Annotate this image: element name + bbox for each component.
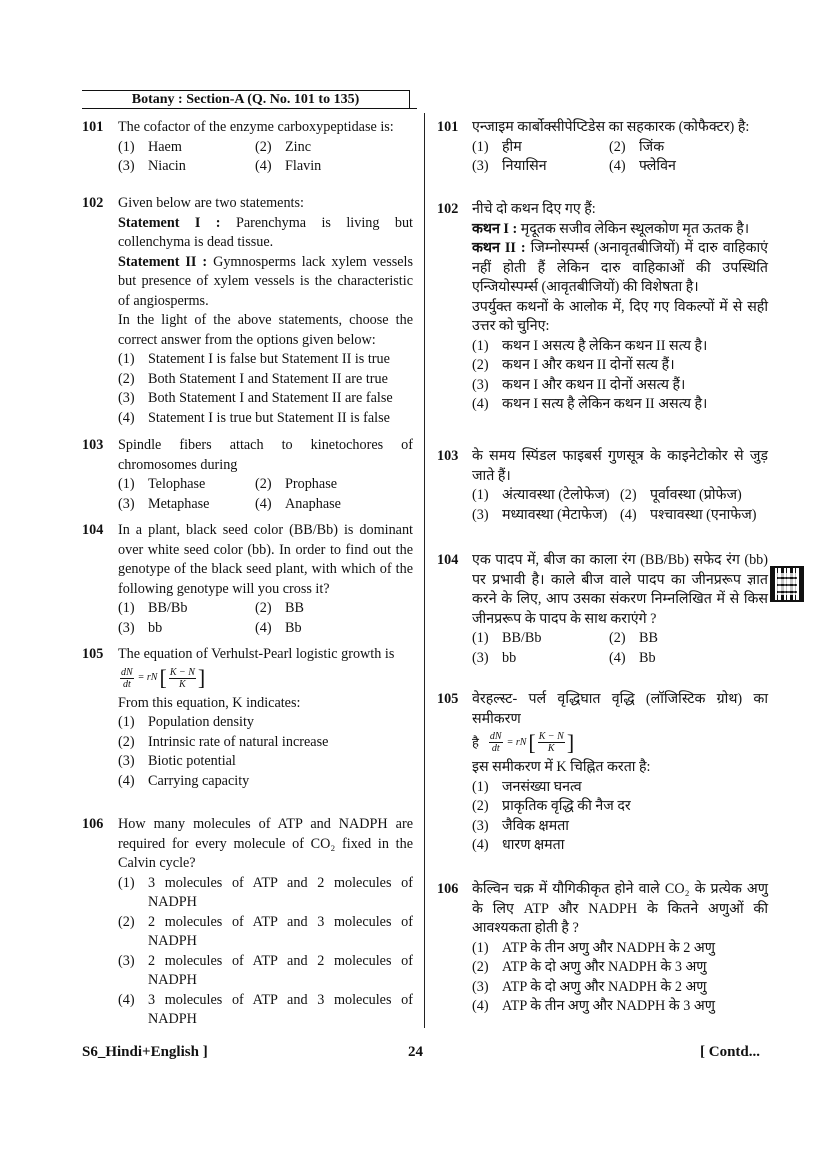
answer-option-3[interactable]	[118, 495, 255, 515]
answer-option-3[interactable]	[118, 619, 255, 639]
question-body	[118, 521, 413, 638]
option-text: Population density	[148, 714, 255, 730]
option-number: (3)	[118, 158, 135, 174]
question-number: 105	[82, 646, 104, 662]
answer-option-3[interactable]	[118, 157, 255, 177]
instruction-text: In the light of the above statements, choose the correct answer from the options given below:	[118, 312, 413, 348]
question-number: 106	[82, 816, 104, 832]
equation-rn: = rN	[137, 672, 158, 684]
option-text: Statement I is true but Statement II is false	[148, 409, 390, 426]
equation-left-bracket: [	[159, 665, 167, 690]
section-header-underline	[410, 108, 417, 109]
option-number: (2)	[255, 138, 272, 155]
question-stem: के समय स्पिंडल फाइबर्स गुणसूत्र के काइनेटोकोर से जुड़ जाते हैं।	[472, 448, 768, 484]
answer-option-4[interactable]	[118, 991, 413, 1030]
equation-dt: dt	[491, 743, 500, 754]
equation-k-minus-n: K − N	[169, 666, 195, 678]
answer-option-1[interactable]	[118, 599, 255, 619]
answer-option-1[interactable]	[118, 874, 413, 913]
option-text: Telophase	[148, 476, 206, 492]
option-text: ATP के दो अणु और NADPH के 2 अणु	[502, 978, 707, 995]
answer-option-2[interactable]	[255, 475, 413, 495]
answer-option-2[interactable]	[255, 599, 413, 619]
option-number: (2)	[118, 913, 135, 930]
answer-option-2[interactable]	[118, 913, 413, 952]
option-number: (1)	[472, 487, 489, 503]
option-number: (2)	[609, 630, 626, 646]
option-number: (4)	[472, 837, 489, 853]
question-body	[118, 436, 413, 514]
answer-option-4[interactable]	[472, 395, 768, 415]
option-number: (2)	[472, 798, 489, 814]
question-number: 104	[82, 522, 104, 538]
option-number: (1)	[118, 476, 135, 492]
option-text: Biotic potential	[148, 753, 236, 769]
question-body	[118, 194, 413, 428]
equation-dn: dN	[489, 731, 502, 742]
option-text: Zinc	[285, 138, 311, 155]
answer-options	[118, 874, 413, 1030]
answer-option-1[interactable]	[472, 337, 768, 357]
equation-fraction	[169, 667, 196, 690]
option-text: bb	[502, 649, 517, 666]
option-text: Niacin	[148, 158, 186, 174]
answer-option-3[interactable]	[472, 376, 768, 396]
option-text: कथन I सत्य है लेकिन कथन II असत्य है।	[502, 396, 708, 412]
option-text: Intrinsic rate of natural increase	[148, 733, 329, 750]
option-text: कथन I असत्य है लेकिन कथन II सत्य है।	[502, 337, 708, 354]
answer-option-3[interactable]	[118, 389, 413, 409]
answer-option-4[interactable]	[609, 157, 768, 177]
option-number: (3)	[118, 495, 135, 512]
question-stem: The cofactor of the enzyme carboxypeptidase is:	[118, 119, 394, 135]
equation-left-bracket: [	[528, 729, 536, 755]
answer-option-1[interactable]	[118, 475, 255, 495]
option-text: Metaphase	[148, 495, 210, 512]
option-text: BB/Bb	[502, 630, 542, 646]
question-body	[472, 551, 768, 668]
option-number: (1)	[118, 138, 135, 155]
option-text: पूर्वावस्था (प्रोफेज)	[650, 487, 742, 503]
answer-option-2[interactable]	[609, 138, 768, 158]
statement-1	[472, 220, 768, 240]
question-stem: एन्जाइम कार्बोक्सीपेप्टिडेस का सहकारक (कोफैक्टर) है:	[472, 119, 750, 135]
option-number: (2)	[620, 487, 637, 503]
question-number: 103	[437, 448, 459, 464]
option-number: (4)	[609, 649, 626, 666]
answer-option-2[interactable]	[118, 370, 413, 390]
answer-options	[472, 486, 768, 525]
instruction-text: उपर्युक्त कथनों के आलोक में, दिए गए विकल्पों में से सही उत्तर को चुनिए:	[472, 298, 768, 334]
statement-2	[118, 253, 413, 312]
section-header: Botany : Section-A (Q. No. 101 to 135)	[82, 90, 410, 109]
option-number: (4)	[118, 409, 135, 426]
option-number: (3)	[118, 390, 135, 406]
question-body	[472, 690, 768, 856]
option-number: (3)	[472, 649, 489, 666]
answer-option-2[interactable]	[609, 629, 768, 649]
option-text: धारण क्षमता	[502, 837, 565, 853]
question-stem: Given below are two statements:	[118, 195, 304, 211]
option-text: नियासिन	[502, 158, 547, 174]
question-number: 102	[82, 195, 104, 211]
option-text: कथन I और कथन II दोनों असत्य हैं।	[502, 376, 686, 393]
question-number: 105	[437, 691, 459, 707]
option-number: (4)	[472, 396, 489, 412]
answer-option-2[interactable]	[472, 797, 768, 817]
answer-options	[472, 939, 768, 1017]
option-number: (1)	[472, 138, 489, 155]
question-number: 101	[82, 119, 104, 135]
question-stem: How many molecules of ATP and NADPH are required for every molecule of CO₂ fixed in the Calvin cycle?	[118, 816, 413, 871]
option-number: (1)	[472, 337, 489, 354]
option-number: (1)	[118, 351, 135, 367]
option-text: bb	[148, 619, 163, 636]
option-number: (1)	[118, 714, 135, 730]
option-number: (2)	[255, 476, 272, 492]
option-number: (3)	[472, 376, 489, 393]
statement-2-label: कथन II :	[472, 240, 526, 256]
option-text: कथन I और कथन II दोनों सत्य हैं।	[502, 357, 675, 373]
footer-paper-code: S6_Hindi+English ]	[82, 1044, 208, 1060]
answer-options	[118, 350, 413, 428]
question-body	[472, 118, 768, 177]
qr-code-icon	[770, 566, 804, 602]
answer-options	[472, 778, 768, 856]
option-text: अंत्यावस्था (टेलोफेज)	[502, 487, 610, 503]
equation-derivative	[120, 667, 134, 690]
answer-options	[118, 713, 413, 791]
question-stem: केल्विन चक्र में यौगिकीकृत होने वाले CO₂ के प्रत्येक अणु के लिए ATP और NADPH के कितने अणुओं की आवश्यकता होती है ?	[472, 881, 768, 936]
option-number: (4)	[620, 506, 637, 523]
option-text: BB	[639, 630, 658, 646]
equation-followup: From this equation, K indicates:	[118, 694, 301, 711]
answer-option-2[interactable]	[255, 138, 413, 158]
option-text: फ्लेविन	[639, 158, 676, 174]
question-stem: नीचे दो कथन दिए गए हैं:	[472, 201, 596, 217]
question-body	[472, 880, 768, 1017]
option-text: BB	[285, 600, 304, 616]
option-number: (1)	[118, 874, 135, 891]
option-number: (1)	[472, 630, 489, 646]
option-text: जिंक	[639, 138, 665, 155]
answer-option-3[interactable]	[472, 506, 620, 526]
answer-option-2[interactable]	[472, 356, 768, 376]
option-number: (4)	[118, 991, 135, 1008]
footer-page-number: 24	[408, 1044, 423, 1060]
option-number: (2)	[472, 959, 489, 975]
logistic-equation	[472, 731, 768, 754]
answer-option-1[interactable]	[472, 486, 620, 506]
option-number: (3)	[118, 753, 135, 769]
answer-option-4[interactable]	[620, 506, 768, 526]
answer-option-1[interactable]	[118, 138, 255, 158]
answer-option-1[interactable]	[118, 713, 413, 733]
equation-followup: इस समीकरण में K चिह्नित करता है:	[472, 759, 651, 775]
question-body	[472, 447, 768, 525]
option-text: 3 molecules of ATP and 3 molecules of NADPH	[148, 991, 413, 1027]
option-number: (4)	[255, 158, 272, 174]
question-stem: एक पादप में, बीज का काला रंग (BB/Bb) सफेद रंग (bb) पर प्रभावी है। काले बीज वाले पादप का जीनप्ररूप ज्ञात करने के लिए, आप उसका संकरण निम्नलिखित में से किस जीनप्ररूप के पादप के साथ कराएंगे ?	[472, 552, 768, 627]
question-body	[472, 200, 768, 415]
statement-2-text: जिम्नोस्पर्म्स (अनावृतबीजियों) में दारु वाहिकाएं नहीं होती हैं लेकिन दारु वाहिकाओं की उपस्थिति एन्जियोस्पर्म्स (आवृतबीजियों) की विशेषता है।	[472, 240, 769, 295]
answer-option-3[interactable]	[118, 952, 413, 991]
equation-k-minus-n: K − N	[538, 731, 564, 742]
option-text: Both Statement I and Statement II are true	[148, 370, 388, 387]
option-text: ATP के तीन अणु और NADPH के 3 अणु	[502, 998, 715, 1014]
footer-continued: [ Contd...	[700, 1044, 761, 1060]
statement-1-label: Statement I :	[118, 214, 221, 231]
answer-option-4[interactable]	[255, 619, 413, 639]
statement-1-text: मृदूतक सजीव लेकिन स्थूलकोण मृत ऊतक है।	[520, 220, 750, 237]
question-body	[118, 118, 413, 177]
option-text: Prophase	[285, 476, 338, 492]
answer-option-2[interactable]	[118, 733, 413, 753]
answer-option-1[interactable]	[118, 350, 413, 370]
option-number: (2)	[118, 370, 135, 387]
answer-option-4[interactable]	[118, 409, 413, 429]
answer-option-3[interactable]	[472, 649, 609, 669]
option-text: प्राकृतिक वृद्धि की नैज दर	[502, 798, 631, 814]
equation-derivative	[489, 731, 503, 754]
option-text: जनसंख्या घनत्व	[502, 778, 582, 795]
answer-option-4[interactable]	[609, 649, 768, 669]
answer-option-4[interactable]	[118, 772, 413, 792]
logistic-equation	[118, 667, 413, 690]
option-text: BB/Bb	[148, 600, 188, 616]
answer-options	[472, 138, 768, 177]
statement-1-text: Parenchyma is living but collenchyma is dead tissue.	[118, 214, 413, 250]
option-number: (1)	[472, 778, 489, 795]
answer-options	[118, 599, 413, 638]
question-number: 101	[437, 119, 459, 135]
question-stem: The equation of Verhulst-Pearl logistic growth is	[118, 646, 395, 662]
option-number: (3)	[472, 158, 489, 174]
equation-k: K	[179, 678, 186, 690]
option-text: Flavin	[285, 158, 322, 174]
option-number: (3)	[472, 978, 489, 995]
equation-right-bracket: ]	[197, 665, 206, 690]
answer-options	[472, 337, 768, 415]
question-number: 106	[437, 881, 459, 897]
question-stem: In a plant, black seed color (BB/Bb) is dominant over white seed color (bb). In order to find out the genotype of the black seed plant, with which of the following genotype will you cross it?	[118, 522, 413, 597]
statement-2	[472, 239, 768, 298]
option-text: Statement I is false but Statement II is true	[148, 351, 390, 367]
answer-option-1[interactable]	[472, 138, 609, 158]
answer-option-4[interactable]	[255, 495, 413, 515]
option-text: मध्यावस्था (मेटाफेज)	[502, 506, 608, 523]
option-number: (4)	[255, 619, 272, 636]
option-text: Bb	[639, 649, 656, 666]
option-text: ATP के तीन अणु और NADPH के 2 अणु	[502, 939, 715, 956]
statement-1-label: कथन I :	[472, 220, 518, 237]
option-number: (3)	[472, 817, 489, 834]
option-text: हीम	[502, 138, 522, 155]
option-number: (2)	[472, 357, 489, 373]
option-text: 2 molecules of ATP and 3 molecules of NADPH	[148, 913, 413, 949]
option-text: पश्चावस्था (एनाफेज)	[650, 506, 757, 523]
question-number: 103	[82, 437, 104, 453]
statement-1	[118, 214, 413, 253]
option-number: (4)	[472, 998, 489, 1014]
answer-option-3[interactable]	[118, 752, 413, 772]
option-text: Bb	[285, 619, 302, 636]
answer-option-4[interactable]	[472, 997, 768, 1017]
answer-option-1[interactable]	[472, 629, 609, 649]
equation-k: K	[547, 743, 555, 754]
question-stem: Spindle fibers attach to kinetochores of chromosomes during	[118, 437, 413, 473]
option-text: Carrying capacity	[148, 772, 250, 789]
answer-options	[118, 475, 413, 514]
option-text: ATP के दो अणु और NADPH के 3 अणु	[502, 959, 707, 975]
option-number: (3)	[472, 506, 489, 523]
option-text: 2 molecules of ATP and 2 molecules of NADPH	[148, 952, 413, 988]
equation-dt: dt	[122, 678, 131, 690]
option-text: जैविक क्षमता	[502, 817, 569, 834]
question-stem: वेरहल्स्ट- पर्ल वृद्धिघात वृद्धि (लॉजिस्टिक ग्रोथ) का समीकरण	[472, 691, 768, 727]
equation-dn: dN	[121, 666, 133, 678]
option-number: (2)	[118, 733, 135, 750]
option-number: (4)	[118, 772, 135, 789]
option-number: (3)	[118, 952, 135, 969]
answer-option-2[interactable]	[472, 958, 768, 978]
answer-options	[118, 138, 413, 177]
equation-right-bracket: ]	[566, 729, 575, 755]
equation-fraction	[538, 731, 565, 754]
option-text: Anaphase	[285, 495, 341, 512]
question-body	[118, 815, 413, 1030]
answer-option-1[interactable]	[472, 778, 768, 798]
option-number: (2)	[609, 138, 626, 155]
option-number: (3)	[118, 619, 135, 636]
option-text: Haem	[148, 138, 182, 155]
option-text: 3 molecules of ATP and 2 molecules of NADPH	[148, 874, 413, 910]
column-divider	[424, 113, 425, 1028]
option-number: (4)	[255, 495, 272, 512]
answer-option-2[interactable]	[620, 486, 768, 506]
answer-option-4[interactable]	[472, 836, 768, 856]
answer-option-3[interactable]	[472, 978, 768, 998]
option-number: (2)	[255, 600, 272, 616]
answer-option-3[interactable]	[472, 157, 609, 177]
option-number: (4)	[609, 158, 626, 174]
question-number: 104	[437, 552, 459, 568]
equation-prefix: है	[472, 734, 479, 750]
answer-option-1[interactable]	[472, 939, 768, 959]
answer-option-3[interactable]	[472, 817, 768, 837]
statement-2-label: Statement II :	[118, 253, 208, 270]
equation-rn: = rN	[506, 736, 527, 748]
option-number: (1)	[118, 600, 135, 616]
question-number: 102	[437, 201, 459, 217]
question-body	[118, 645, 413, 791]
answer-options	[472, 629, 768, 668]
statement-2-text: Gymnosperms lack xylem vessels but presence of xylem vessels is the characteristic of angiosperms.	[118, 253, 413, 309]
option-text: Both Statement I and Statement II are false	[148, 390, 393, 406]
answer-option-4[interactable]	[255, 157, 413, 177]
option-number: (1)	[472, 939, 489, 956]
